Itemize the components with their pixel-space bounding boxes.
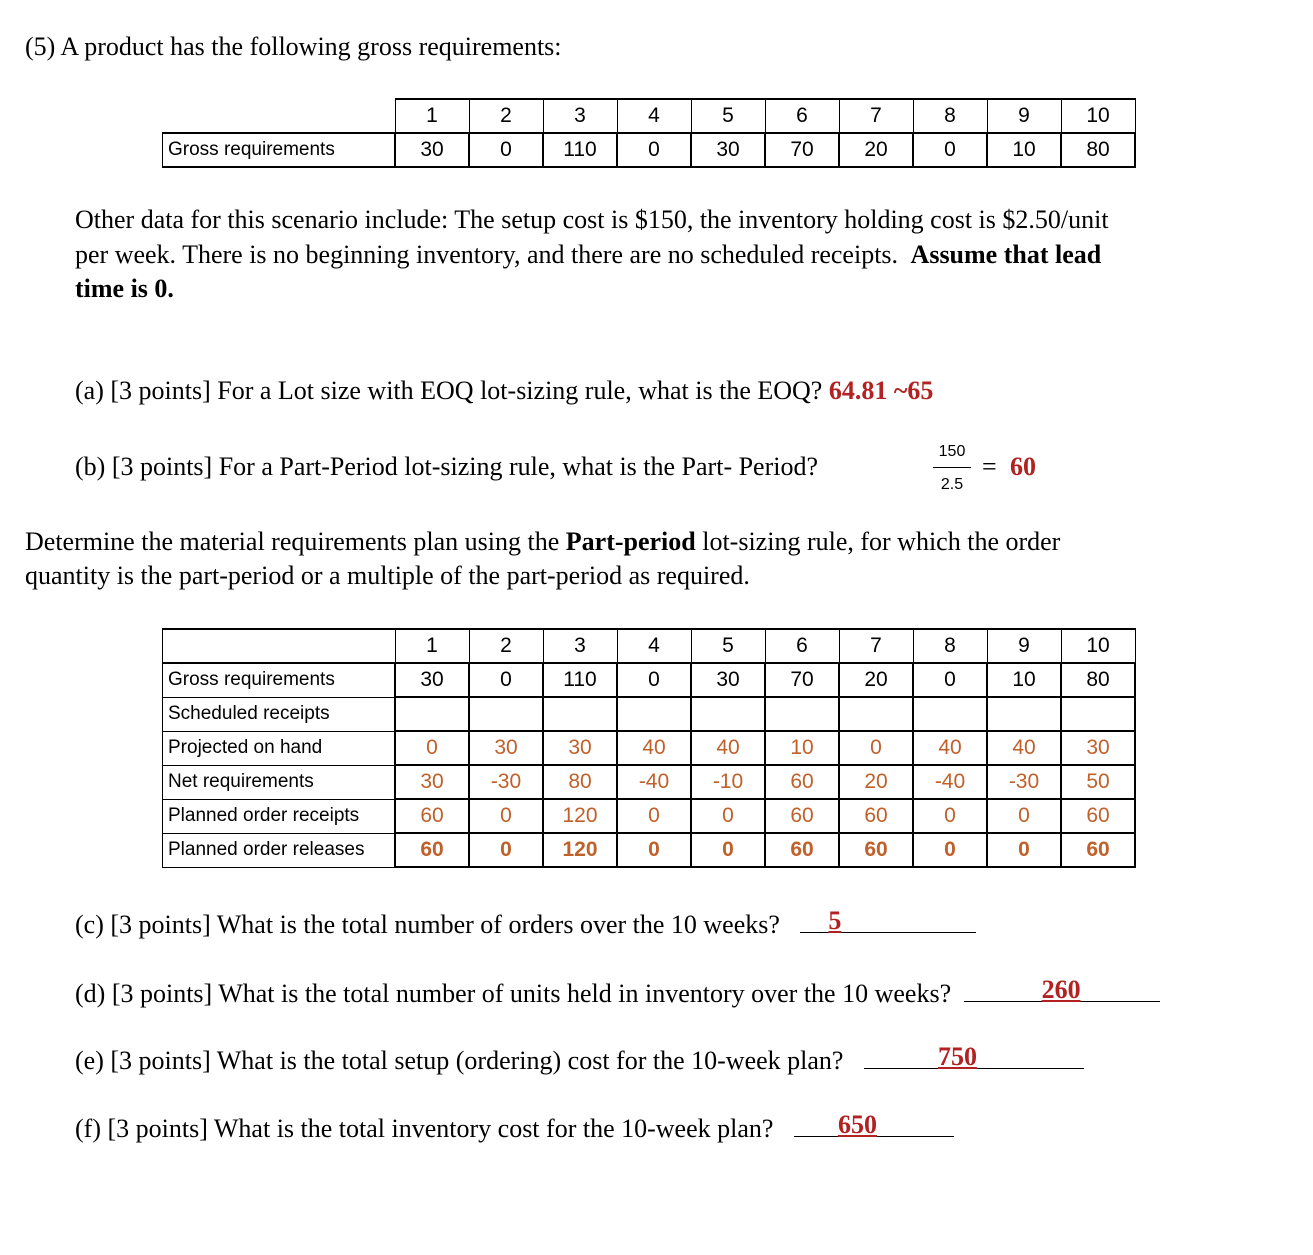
- part-c: [75, 906, 976, 940]
- cell: 60: [395, 799, 469, 833]
- cell: 70: [765, 133, 839, 167]
- part-b-text: (b) [3 points] For a Part-Period lot-sizing rule, what is the Part- Period?: [75, 452, 819, 481]
- fraction-numerator: 150: [938, 443, 966, 460]
- cell: 10: [987, 663, 1061, 697]
- row-label: Projected on hand: [163, 731, 396, 765]
- part-e-blank[interactable]: [864, 1042, 1084, 1069]
- part-a-text: (a) [3 points] For a Lot size with EOQ lot-sizing rule, what is the EOQ?: [75, 376, 823, 405]
- cell: 10: [765, 731, 839, 765]
- mrp-body: [163, 663, 1136, 867]
- cell: 0: [469, 133, 543, 167]
- cell: 30: [691, 133, 765, 167]
- gross-requirements-table: [162, 98, 1136, 168]
- week-header: 8: [913, 99, 987, 133]
- cell: 30: [691, 663, 765, 697]
- part-f: [75, 1110, 954, 1144]
- cell: 60: [395, 833, 469, 867]
- cell: 30: [395, 663, 469, 697]
- part-c-text: (c) [3 points] What is the total number of orders over the 10 weeks?: [75, 910, 780, 939]
- table-row: [163, 133, 1136, 167]
- cell: 40: [987, 731, 1061, 765]
- week-header: 9: [987, 629, 1061, 663]
- part-a-answer: 64.81 ~65: [828, 376, 934, 405]
- cell: -40: [617, 765, 691, 799]
- other-data-line1: Other data for this scenario include: The setup cost is $150, the inventory holding cost is $2.50/unit: [75, 205, 1109, 234]
- cell: 0: [691, 799, 765, 833]
- row-label: Planned order releases: [163, 833, 396, 867]
- week-header: 7: [839, 99, 913, 133]
- table-row: [163, 731, 1136, 765]
- week-header: 3: [543, 629, 617, 663]
- other-data-line2-text: per week. There is no beginning inventory, and there are no scheduled receipts.: [75, 240, 899, 269]
- cell: 30: [1061, 731, 1135, 765]
- cell: 0: [913, 133, 987, 167]
- cell: 110: [543, 133, 617, 167]
- cell: 50: [1061, 765, 1135, 799]
- cell: [913, 697, 987, 731]
- cell: 120: [543, 833, 617, 867]
- part-e: [75, 1042, 1084, 1076]
- table-row: [163, 833, 1136, 867]
- week-header: 1: [395, 99, 469, 133]
- part-d-blank[interactable]: [964, 975, 1160, 1002]
- week-header: 4: [617, 99, 691, 133]
- part-f-blank[interactable]: [794, 1110, 954, 1137]
- determine-line1-pre: Determine the material requirements plan using the: [25, 527, 560, 556]
- cell: 70: [765, 663, 839, 697]
- cell: 0: [913, 799, 987, 833]
- cell: 20: [839, 133, 913, 167]
- part-d-answer: 260: [1041, 975, 1081, 1004]
- cell: -10: [691, 765, 765, 799]
- cell: 0: [617, 663, 691, 697]
- week-header: 3: [543, 99, 617, 133]
- cell: 0: [839, 731, 913, 765]
- cell: 80: [1061, 663, 1135, 697]
- cell: 120: [543, 799, 617, 833]
- week-header: 4: [617, 629, 691, 663]
- mrp-table: [162, 628, 1136, 868]
- cell: 40: [617, 731, 691, 765]
- cell: [765, 697, 839, 731]
- part-c-blank[interactable]: [800, 906, 976, 933]
- week-header: 10: [1061, 99, 1135, 133]
- row-label: Gross requirements: [163, 133, 396, 167]
- cell: 20: [839, 765, 913, 799]
- cell: 0: [913, 833, 987, 867]
- cell: 40: [691, 731, 765, 765]
- cell: 60: [765, 833, 839, 867]
- cell: [395, 697, 469, 731]
- week-header: 9: [987, 99, 1061, 133]
- week-header: 5: [691, 629, 765, 663]
- cell: [691, 697, 765, 731]
- determine-line1: [25, 527, 1060, 557]
- cell: 0: [395, 731, 469, 765]
- cell: [987, 697, 1061, 731]
- cell: 30: [395, 765, 469, 799]
- cell: 0: [617, 133, 691, 167]
- fraction-denominator: 2.5: [940, 476, 964, 493]
- cell: 30: [543, 731, 617, 765]
- cell: 40: [913, 731, 987, 765]
- part-d-text: (d) [3 points] What is the total number of units held in inventory over the 10 weeks?: [75, 979, 952, 1008]
- week-header: 8: [913, 629, 987, 663]
- cell: [543, 697, 617, 731]
- week-header: 6: [765, 629, 839, 663]
- week-header: 7: [839, 629, 913, 663]
- cell: 20: [839, 663, 913, 697]
- part-d: [75, 975, 1160, 1009]
- cell: [839, 697, 913, 731]
- part-f-text: (f) [3 points] What is the total inventory cost for the 10-week plan?: [75, 1114, 774, 1143]
- cell: 10: [987, 133, 1061, 167]
- cell: 30: [469, 731, 543, 765]
- table-row: [163, 799, 1136, 833]
- part-f-answer: 650: [837, 1110, 877, 1139]
- row-label: Gross requirements: [163, 663, 396, 697]
- cell: 60: [1061, 799, 1135, 833]
- table-header-row: [163, 99, 1136, 133]
- header-blank: [163, 99, 396, 133]
- other-data-line2: [75, 240, 1101, 270]
- cell: 30: [395, 133, 469, 167]
- part-b-equals: =: [982, 452, 997, 481]
- cell: 60: [839, 799, 913, 833]
- week-header: 6: [765, 99, 839, 133]
- cell: 0: [469, 663, 543, 697]
- cell: 110: [543, 663, 617, 697]
- other-data-line2-bold: Assume that lead: [910, 240, 1102, 269]
- part-b-answer: 60: [1010, 452, 1036, 481]
- fraction-bar: [933, 467, 971, 468]
- row-label: Planned order receipts: [163, 799, 396, 833]
- week-header: 10: [1061, 629, 1135, 663]
- cell: 0: [469, 833, 543, 867]
- row-label: Net requirements: [163, 765, 396, 799]
- cell: -30: [469, 765, 543, 799]
- cell: 0: [469, 799, 543, 833]
- cell: [1061, 697, 1135, 731]
- table-header-row: [163, 629, 1136, 663]
- cell: 80: [1061, 133, 1135, 167]
- part-c-answer: 5: [828, 906, 842, 935]
- determine-line2: quantity is the part-period or a multiple of the part-period as required.: [25, 561, 750, 590]
- cell: 60: [765, 765, 839, 799]
- question-title: (5) A product has the following gross requirements:: [25, 32, 562, 61]
- part-e-answer: 750: [937, 1042, 977, 1071]
- determine-line1-bold: Part-period: [565, 527, 696, 556]
- table-row: [163, 663, 1136, 697]
- cell: 0: [617, 799, 691, 833]
- cell: 0: [617, 833, 691, 867]
- table-row: [163, 697, 1136, 731]
- part-a: [75, 376, 933, 406]
- week-header: 1: [395, 629, 469, 663]
- cell: 0: [913, 663, 987, 697]
- cell: 60: [765, 799, 839, 833]
- week-header: 2: [469, 99, 543, 133]
- cell: 0: [691, 833, 765, 867]
- cell: [617, 697, 691, 731]
- week-header: 5: [691, 99, 765, 133]
- cell: 60: [839, 833, 913, 867]
- cell: -30: [987, 765, 1061, 799]
- table-row: [163, 765, 1136, 799]
- cell: 0: [987, 833, 1061, 867]
- row-label: Scheduled receipts: [163, 697, 396, 731]
- cell: -40: [913, 765, 987, 799]
- other-data-line3: time is 0.: [75, 274, 174, 303]
- cell: [469, 697, 543, 731]
- cell: 0: [987, 799, 1061, 833]
- part-e-text: (e) [3 points] What is the total setup (ordering) cost for the 10-week plan?: [75, 1046, 844, 1075]
- determine-line1-post: lot-sizing rule, for which the order: [702, 527, 1061, 556]
- cell: 80: [543, 765, 617, 799]
- week-header: 2: [469, 629, 543, 663]
- cell: 60: [1061, 833, 1135, 867]
- header-blank: [163, 629, 396, 663]
